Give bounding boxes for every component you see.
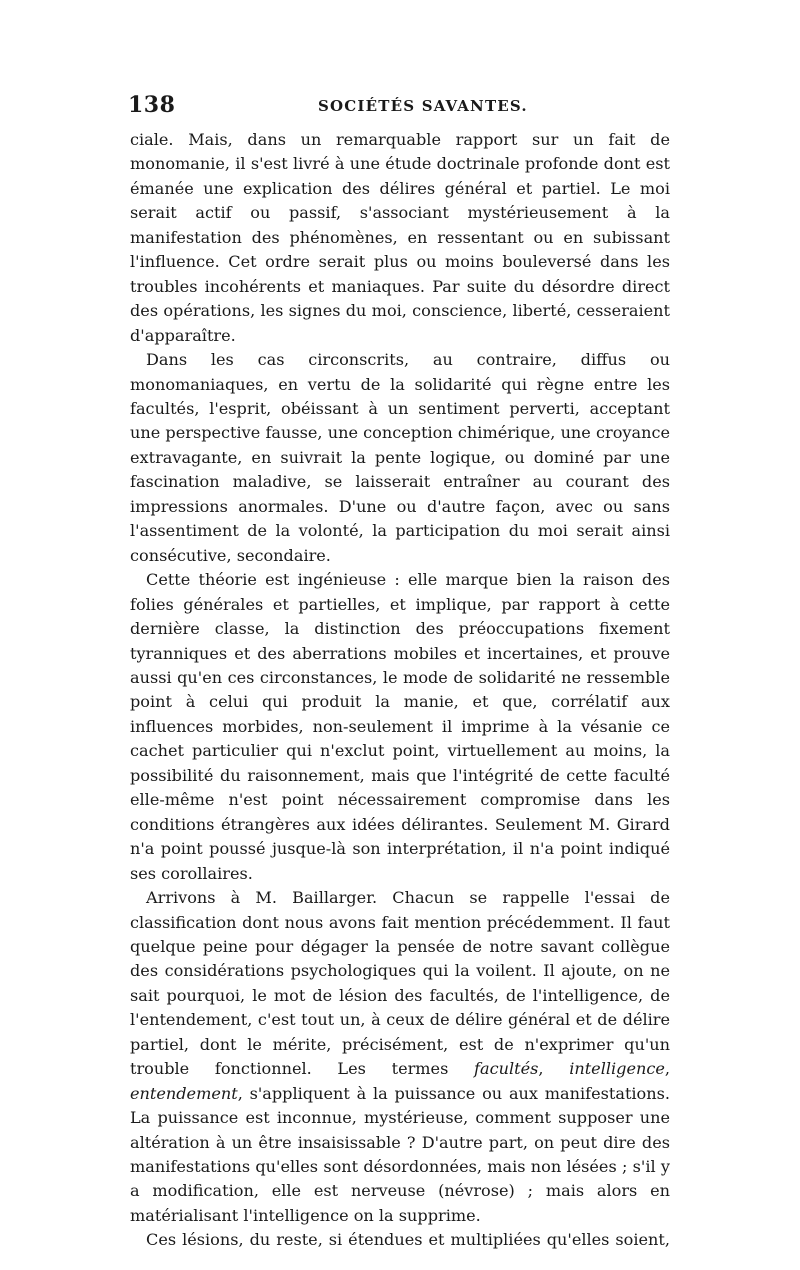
paragraph: Ces lésions, du reste, si étendues et multipliées qu'elles soient, [146,1230,670,1250]
paragraph: Cette théorie est ingénieuse : elle marque bien la raison des folies générales et partielles, et implique, par rapport à cette dernière classe, la distinction des préoccupations fixement tyranniques et des aberrations mobiles et incertaines, et prouve aussi qu'en ces circonstances, le mode de solidarité ne ressemble point à celui qui produit la manie, et que, corrélatif aux influences morbides, non-seulement il imprime à la vésanie ce cachet particulier qui n'exclut point, virtuellement au moins, la possibilité du raisonnement, mais que l'intégrité de cette faculté elle-même n'est point nécessairement compromise dans les conditions étrangères aux idées délirantes. Seulement M. Girard n'a point poussé jusque-là son interprétation, il n'a point indiqué ses corollaires. [130,570,670,883]
page-header [128,92,668,124]
separator: , [538,1059,570,1079]
paragraph [130,886,670,1228]
paragraph-text: , s'appliquent à la puissance ou aux manifestations. La puissance est inconnue, mystérieuse, comment supposer une altération à un être insaisissable ? D'autre part, on peut dire des manifestations qu'elles sont désordonnées, mais non lésées ; s'il y a modification, elle est nerveuse (névrose) ; mais alors en matérialisant l'intelligence on la supprime. [130,1083,670,1225]
page-number: 138 [128,92,176,118]
body-text [130,128,670,1253]
running-title: SOCIÉTÉS SAVANTES. [318,97,528,115]
separator: , [664,1059,671,1079]
paragraph: ciale. Mais, dans un remarquable rapport sur un fait de monomanie, il s'est livré à une étude doctrinale profonde dont est émanée une explication des délires général et partiel. Le moi serait actif ou passif, s'associant mystérieusement à la manifestation des phénomènes, en ressentant ou en subissant l'influence. Cet ordre serait plus ou moins bouleversé dans les troubles incohérents et maniaques. Par suite du désordre direct des opérations, les signes du moi, conscience, liberté, cesseraient d'apparaître. [130,130,670,345]
italic-term: facultés [474,1059,539,1079]
paragraph-text: Arrivons à M. Baillarger. Chacun se rappelle l'essai de classification dont nous avons fait mention précédemment. Il faut quelque peine pour dégager la pensée de notre savant collègue des considérations psychologiques qui la voilent. Il ajoute, on ne sait pourquoi, le mot de lésion des facultés, de l'intelligence, de l'entendement, c'est tout un, à ceux de délire général et de délire partiel, dont le mérite, précisément, est de n'exprimer qu'un trouble fonctionnel. Les termes [130,888,670,1079]
italic-term: entendement [130,1083,238,1103]
italic-term: intelligence [569,1059,665,1079]
paragraph: Dans les cas circonscrits, au contraire, diffus ou monomaniaques, en vertu de la solidarité qui règne entre les facultés, l'esprit, obéissant à un sentiment perverti, acceptant une perspective fausse, une conception chimérique, une croyance extravagante, en suivrait la pente logique, ou dominé par une fascination maladive, se laisserait entraîner au courant des impressions anormales. D'une ou d'autre façon, avec ou sans l'assentiment de la volonté, la participation du moi serait ainsi consécutive, secondaire. [130,350,670,565]
